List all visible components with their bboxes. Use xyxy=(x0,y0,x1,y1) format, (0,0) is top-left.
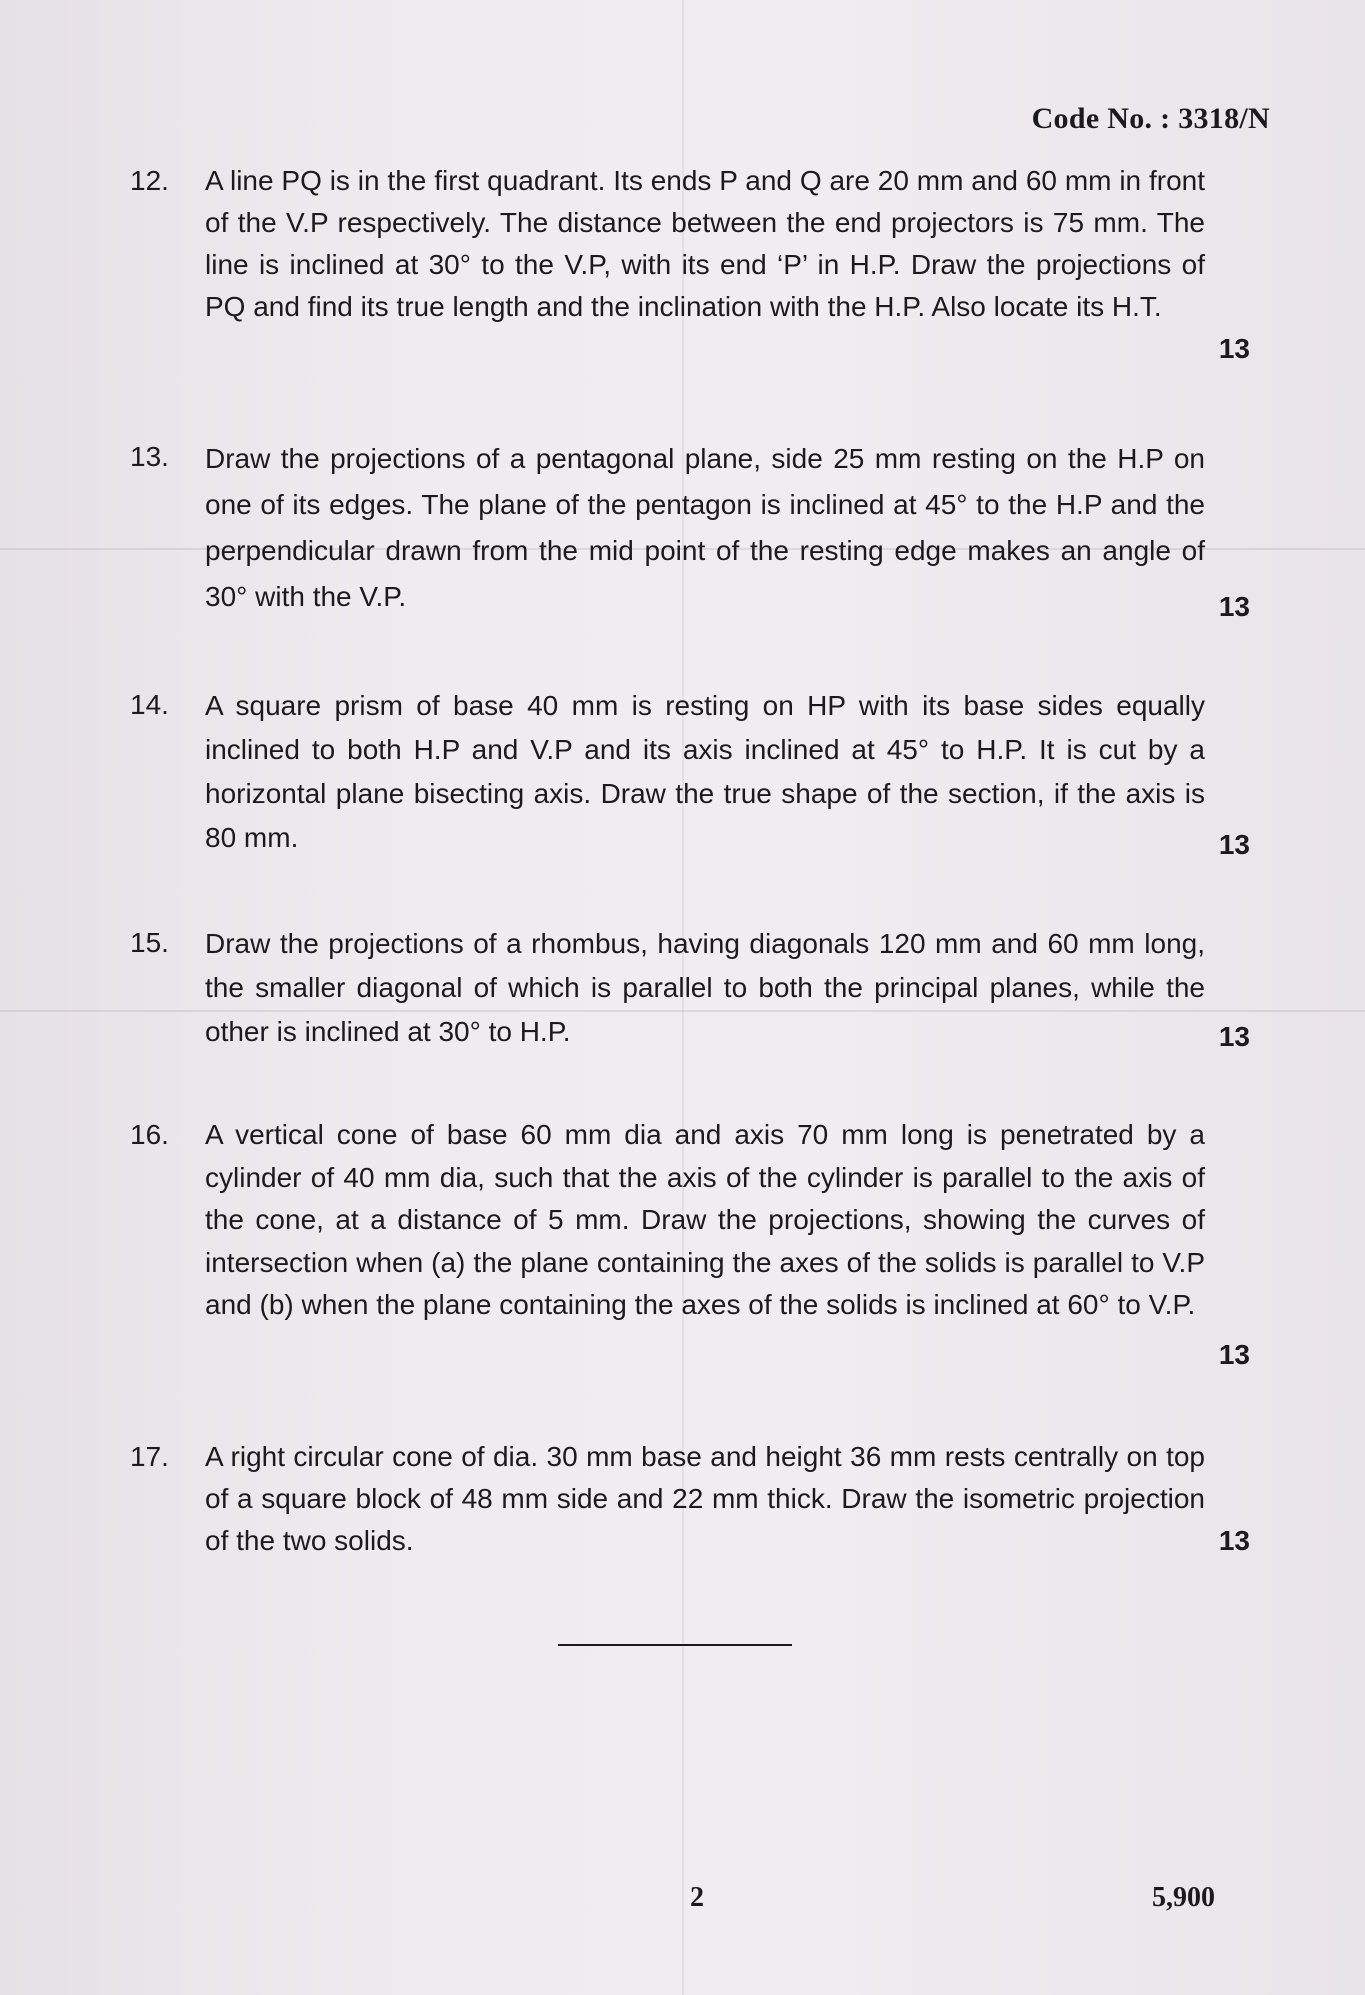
question-marks: 13 xyxy=(1218,829,1250,860)
question-17 xyxy=(130,1436,1250,1576)
question-number: 16. xyxy=(130,1119,169,1150)
question-text: A square prism of base 40 mm is resting on HP with its base sides equally inclined to both H.P and V.P and its axis inclined at 45° to H.P. It is cut by a horizontal plane bisecting axis. Draw the true shape of the section, if the axis is 80 mm. xyxy=(205,690,1205,853)
question-marks: 13 xyxy=(1218,591,1250,622)
code-number: Code No. : 3318/N xyxy=(1031,102,1270,135)
question-number: 17. xyxy=(130,1441,169,1472)
page-number: 2 xyxy=(690,1882,704,1913)
question-16 xyxy=(130,1114,1250,1384)
question-number: 14. xyxy=(130,689,169,720)
question-14 xyxy=(130,684,1250,864)
question-marks: 13 xyxy=(1218,1339,1250,1370)
question-number: 15. xyxy=(130,927,169,958)
question-text: A line PQ is in the first quadrant. Its ends P and Q are 20 mm and 60 mm in front of the V.P respectively. The distance between the end projectors is 75 mm. The line is inclined at 30° to the V.P, with its end ‘P’ in H.P. Draw the projections of PQ and find its true length and the inclination with the H.P. Also locate its H.T. xyxy=(205,165,1205,322)
question-text: Draw the projections of a pentagonal plane, side 25 mm resting on the H.P on one of its edges. The plane of the pentagon is inclined at 45° to the H.P and the perpendicular drawn from the mid point of the resting edge makes an angle of 30° with the V.P. xyxy=(205,443,1205,612)
question-text: A vertical cone of base 60 mm dia and axis 70 mm long is penetrated by a cylinder of 40 mm dia, such that the axis of the cylinder is parallel to the axis of the cone, at a distance of 5 mm. Draw the projections, showing the curves of intersection when (a) the plane containing the axes of the solids is parallel to V.P and (b) when the plane containing the axes of the solids is inclined at 60° to V.P. xyxy=(205,1119,1205,1320)
question-marks: 13 xyxy=(1218,1525,1250,1556)
question-13 xyxy=(130,436,1250,626)
question-number: 13. xyxy=(130,441,169,472)
question-marks: 13 xyxy=(1218,1021,1250,1052)
question-text: A right circular cone of dia. 30 mm base and height 36 mm rests centrally on top of a square block of 48 mm side and 22 mm thick. Draw the isometric projection of the two solids. xyxy=(205,1441,1205,1556)
copies-count: 5,900 xyxy=(1152,1882,1215,1913)
question-15 xyxy=(130,922,1250,1062)
question-12 xyxy=(130,160,1250,380)
question-text: Draw the projections of a rhombus, having diagonals 120 mm and 60 mm long, the smaller diagonal of which is parallel to both the principal planes, while the other is inclined at 30° to H.P. xyxy=(205,928,1205,1047)
end-of-paper-rule xyxy=(558,1644,792,1646)
question-number: 12. xyxy=(130,165,169,196)
question-marks: 13 xyxy=(1218,333,1250,364)
